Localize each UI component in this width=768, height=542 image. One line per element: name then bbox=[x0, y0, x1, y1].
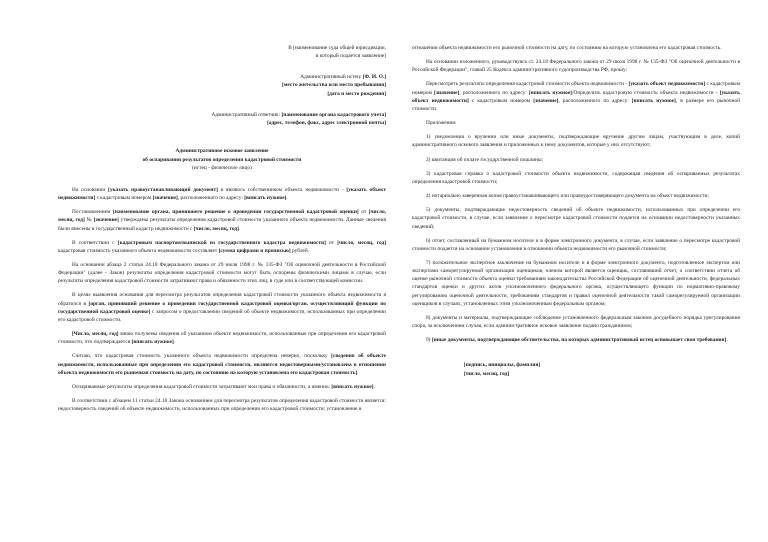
body-paragraph: На основании [указать правоустанавливающий документ] я являюсь собственником объекта недвижимости - [указать объект недвижимости] с кадастровым номером [значение], расположенного по адресу: [вписать нужное]. bbox=[58, 186, 386, 202]
body-paragraph: Постановлением [наименование органа, принявшего решение о проведении государственной кадастровой оценки] от [число, месяц, год] № [значение] утверждены результаты определения кадастровой стоимости указанного объекта недвижимости. Данные сведения были внесены в государственный кадастр недвижимости с [число, месяц, год]. bbox=[58, 209, 386, 232]
body-paragraph: Пересмотреть результаты определения кадастровой стоимости объекта недвижимости - [указать объект недвижимости] с кадастровым номером [значение], расположенного по адресу: [вписать нужное]/Определить кадастровую стоимость объекта недвижимости - [указать объект недвижимости] с кадастровым номером [значение], расположенного по адресу: [вписать нужное], в размере его рыночной стоимости. bbox=[412, 81, 741, 112]
attachments-list bbox=[412, 133, 740, 344]
defendant-line-1: Административный ответчик: [наименование органа кадастрового учета] bbox=[211, 111, 386, 118]
addressee-line-1: В [наименование суда общей юрисдикции, bbox=[288, 45, 386, 51]
attachment-item: 4) нотариально заверенная копия правоустанавливающего или правоудостоверяющего документа на объект недвижимости; bbox=[426, 193, 709, 200]
defendant-line-2: [адрес, телефон, факс, адрес электронной почты] bbox=[267, 119, 386, 126]
right-body-top bbox=[412, 44, 740, 113]
body-paragraph: Оспариваемые результаты определения кадастровой стоимости затрагивают мои права и обязанности, а именно: [вписать нужное]. bbox=[72, 383, 375, 390]
title-line-2: об оспаривании результатов определения кадастровой стоимости bbox=[142, 156, 302, 163]
plaintiff-line-1: Административный истец: [Ф. И. О.] bbox=[300, 74, 386, 81]
document-title bbox=[58, 147, 386, 173]
signature-name-line: [подпись, инициалы, фамилия] bbox=[464, 362, 541, 369]
plaintiff-block bbox=[58, 73, 386, 97]
body-paragraph: В соответствии с [кадастровым паспортом/выпиской из государственного кадастра недвижимости] от [число, месяц, год] кадастровая стоимость указанного объекта недвижимости составляет [сумма цифрами и прописью] рублей. bbox=[58, 239, 386, 254]
attachment-item: 3) кадастровая справка о кадастровой стоимости объекта недвижимости, содержащая сведения об оспариваемых результатах определения кадастровой стоимости; bbox=[412, 170, 740, 185]
attachment-item: 9) [иные документы, подтверждающие обстоятельства, на которых административный истец основывает свои требования]. bbox=[426, 337, 728, 344]
left-column bbox=[58, 44, 386, 526]
right-column bbox=[412, 44, 740, 526]
two-column-layout bbox=[58, 44, 741, 526]
body-paragraph: отношении объекта недвижимости его рыночной стоимости на дату, по состоянию на которую установлена его кадастровая стоимость. bbox=[412, 45, 722, 51]
signature-block bbox=[412, 361, 740, 377]
addressee-block bbox=[58, 44, 386, 60]
left-body bbox=[58, 186, 386, 413]
attachment-item: 2) квитанция об оплате государственной пошлины; bbox=[426, 156, 544, 163]
title-line-3: (истец - физическое лицо) bbox=[192, 165, 252, 172]
body-paragraph: [Число, месяц, год] мною получены сведения об указанном объекте недвижимости, использованные при определении его кадастровой стоимости, что подтверждается [вписать нужное]. bbox=[58, 331, 387, 346]
addressee-line-2: в который подается заявление] bbox=[315, 53, 386, 60]
attachment-item: 1) уведомления о вручении или иные документы, подтверждающие вручение другим лицам, участвующим в деле, копий административного искового заявления и приложенных к нему документов, которые у них отсутствуют; bbox=[412, 134, 740, 149]
attachment-item: 7) положительное экспертное заключение на бумажном носителе и в форме электронного документа, подготовленное экспертом или экспертами саморегулируемой организации оценщиков, членом которой является оценщик, составивший отчет, о соответствии отчета об оценке рыночной стоимости объекта оценки требованиям законодательства Российской Федерации об оценочной деятельности, федеральных стандартов оценки и других актов уполномоченного федерального органа, осуществляющего функции по нормативно-правовому регулированию оценочной деятельности, требованиям стандартов и правил оценочной деятельности такой саморегулируемой организации оценщиков в случаях, установленных этим уполномоченным федеральным органом; bbox=[412, 259, 740, 307]
body-paragraph: На основании изложенного, руководствуясь ст. 24.18 Федерального закона от 29 июля 1998 г. № 135-ФЗ "Об оценочной деятельности в Российской Федерации", главой 25 Кодекса административного судопроизводства РФ, прошу: bbox=[412, 59, 740, 74]
attachments-heading: Приложения: bbox=[426, 120, 457, 127]
attachment-item: 5) документы, подтверждающие недостоверность сведений об объекте недвижимости, использованных при определении его кадастровой стоимости, в случае, если заявление о пересмотре кадастровой стоимости подается на основании недостоверности указанных сведений; bbox=[412, 207, 740, 230]
body-paragraph: Считаю, что кадастровая стоимость указанного объекта недвижимости определена неверно, поскольку [сведения об объекте недвижимости, использованные при определении его кадастровой стоимости, являются недостоверными/установлена в отношении объекта недвижимости его рыночная стоимость на дату, по состоянию на которую установлена его кадастровая стоимость]. bbox=[58, 353, 387, 376]
plaintiff-line-3: [дата и место рождения] bbox=[327, 90, 386, 97]
plaintiff-line-2: [место жительства или место пребывания] bbox=[281, 82, 386, 89]
defendant-block bbox=[58, 111, 386, 127]
body-paragraph: В соответствии с абзацем 11 статьи 24.18 Закона основанием для пересмотра результатов определения кадастровой стоимости является: недостоверность сведений об объекте недвижимости, использованных при определении его кадастровой стоимости; установление в bbox=[58, 398, 386, 413]
title-line-1: Административное исковое заявление bbox=[175, 148, 269, 155]
attachment-item: 6) отчет, составленный на бумажном носителе и в форме электронного документа, в случае, если заявление о пересмотре кадастровой стоимости подается на основании установления в отношении объекта недвижимости его рыночной стоимости; bbox=[412, 237, 740, 252]
body-paragraph: На основании абзаца 2 статьи 24.18 Федерального закона от 29 июля 1998 г. № 135-ФЗ "Об оценочной деятельности в Российской Федерации" (далее - Закон) результаты определения кадастровой стоимости могут быть оспорены физическими лицами в случае, если результаты определения кадастровой стоимости затрагивают права и обязанности этих лиц, в суде или в соответствующей комиссии. bbox=[58, 261, 386, 285]
body-paragraph: В целях выявления основания для пересмотра результатов определения кадастровой стоимости указанного объекта недвижимости я обратился в [орган, принявший решение о проведении государственной кадастровой оценки/орган, осуществляющий функции по государственной кадастровой оценке] с запросом о предоставлении сведений об объекте недвижимости, использованных при определении его кадастровой стоимости. bbox=[58, 292, 387, 323]
attachment-item: 8) документы и материалы, подтверждающие соблюдение установленного федеральным законом досудебного порядка урегулирования спора, за исключением случая, если административное исковое заявление подано гражданином; bbox=[412, 314, 740, 330]
signature-date-line: [число, месяц, год] bbox=[464, 370, 510, 377]
